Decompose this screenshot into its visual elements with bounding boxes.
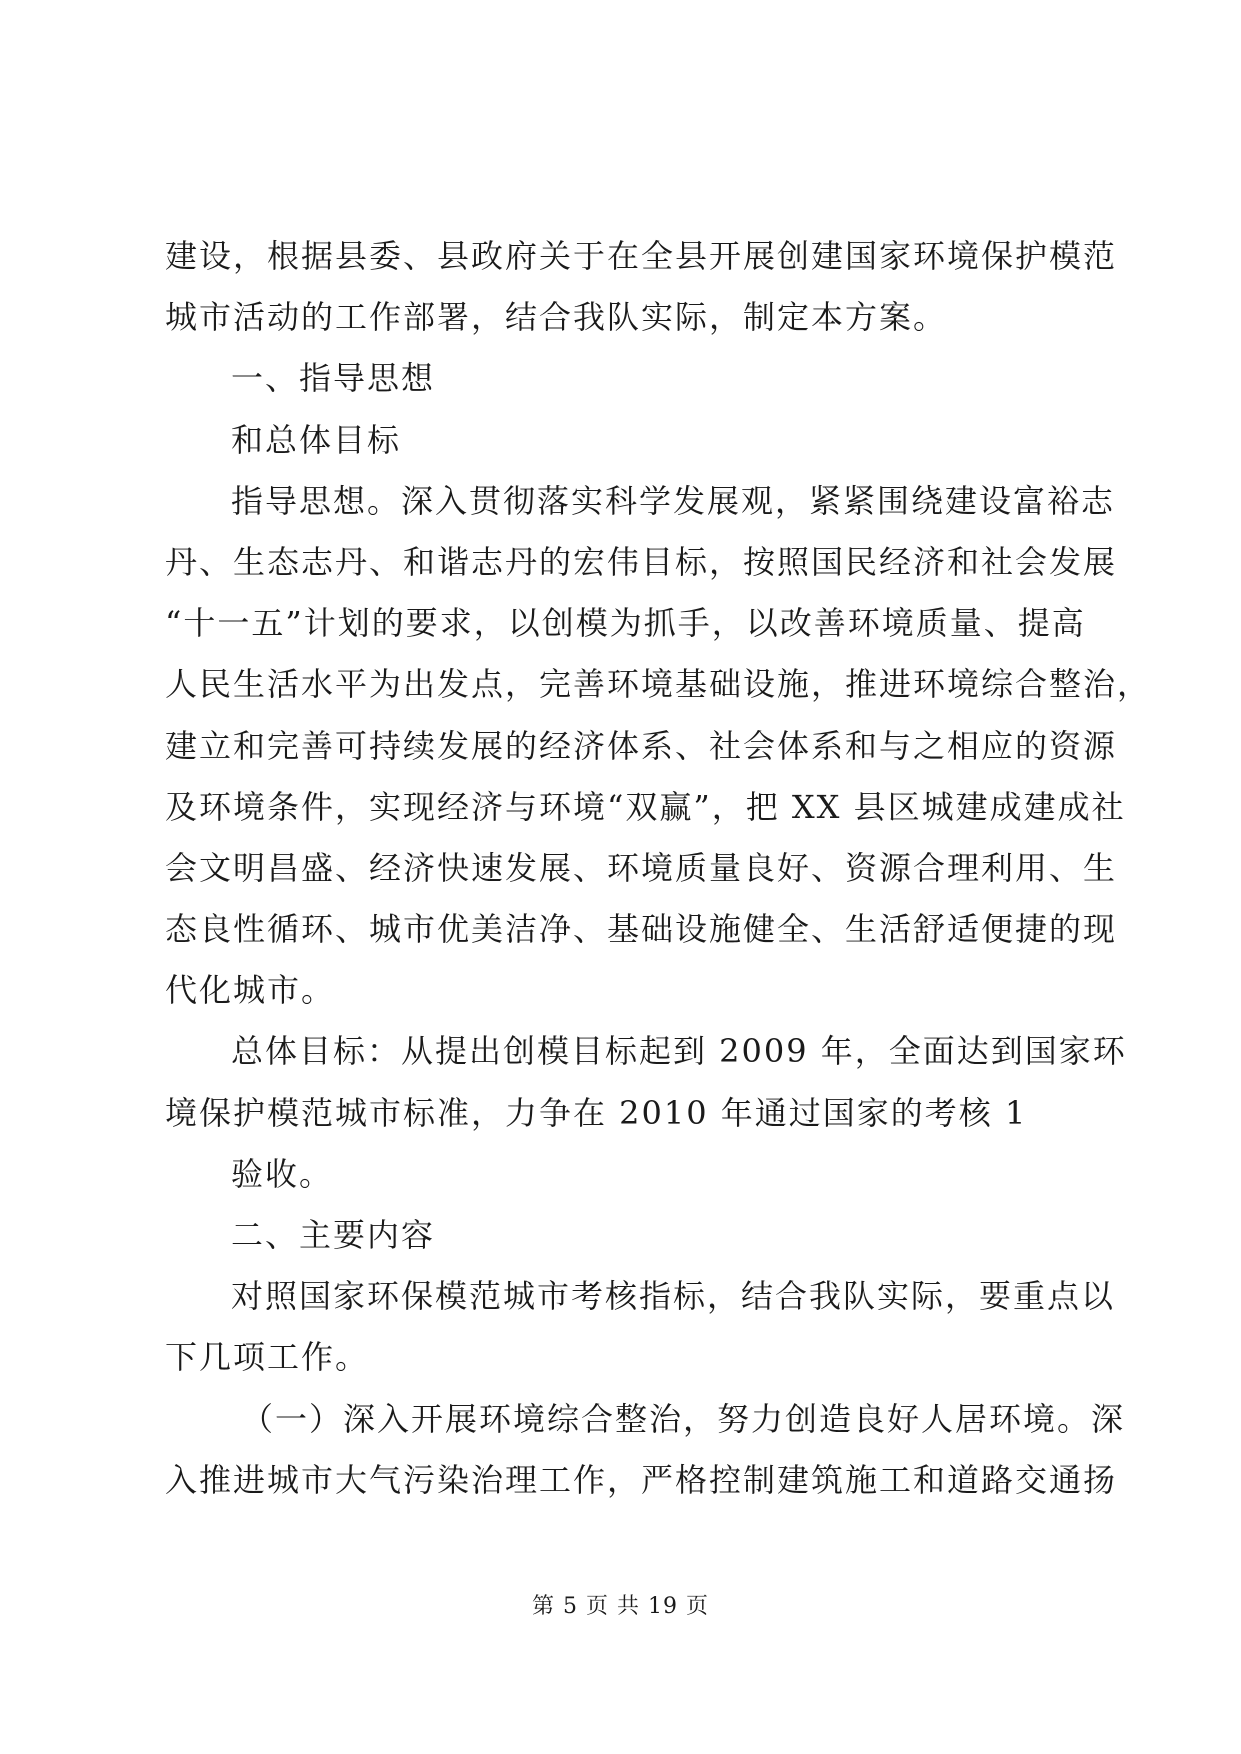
text-line: 对照国家环保模范城市考核指标，结合我队实际，要重点以 bbox=[231, 1277, 1116, 1316]
text-line: 人民生活水平为出发点，完善环境基础设施，推进环境综合整治， bbox=[165, 665, 1152, 704]
page-number-footer: 第 5 页 共 19 页 bbox=[532, 1594, 709, 1619]
text-line: 态良性循环、城市优美洁净、基础设施健全、生活舒适便捷的现 bbox=[165, 910, 1118, 949]
text-line: 指导思想。深入贯彻落实科学发展观，紧紧围绕建设富裕志 bbox=[231, 481, 1116, 520]
text-line: 下几项工作。 bbox=[165, 1338, 370, 1377]
section-heading: 一、指导思想 bbox=[231, 359, 436, 398]
text-line: 验收。 bbox=[231, 1154, 334, 1193]
text-line: 入推进城市大气污染治理工作，严格控制建筑施工和道路交通扬 bbox=[165, 1460, 1118, 1499]
text-line: （一）深入开展环境综合整治，努力创造良好人居环境。深 bbox=[241, 1399, 1126, 1438]
text-line: 丹、生态志丹、和谐志丹的宏伟目标，按照国民经济和社会发展 bbox=[165, 542, 1118, 581]
text-line: 建设，根据县委、县政府关于在全县开展创建国家环境保护模范 bbox=[165, 237, 1118, 275]
section-heading: 二、主要内容 bbox=[231, 1216, 436, 1254]
text-line: 境保护模范城市标准，力争在 2010 年通过国家的考核 1 bbox=[165, 1093, 1028, 1132]
document-body bbox=[165, 226, 1152, 1511]
text-line: 会文明昌盛、经济快速发展、环境质量良好、资源合理利用、生 bbox=[165, 848, 1118, 887]
text-line: 代化城市。 bbox=[165, 971, 336, 1010]
text-line: 及环境条件，实现经济与环境“双赢”，把 XX 县区城建成建成社 bbox=[165, 787, 1126, 826]
section-heading-continued: 和总体目标 bbox=[231, 420, 402, 459]
text-line: 总体目标：从提出创模目标起到 2009 年，全面达到国家环 bbox=[231, 1032, 1127, 1071]
text-line: “十一五”计划的要求，以创模为抓手，以改善环境质量、提高 bbox=[165, 604, 1086, 643]
text-line: 建立和完善可持续发展的经济体系、社会体系和与之相应的资源 bbox=[165, 726, 1118, 765]
text-line: 城市活动的工作部署，结合我队实际，制定本方案。 bbox=[165, 298, 948, 337]
